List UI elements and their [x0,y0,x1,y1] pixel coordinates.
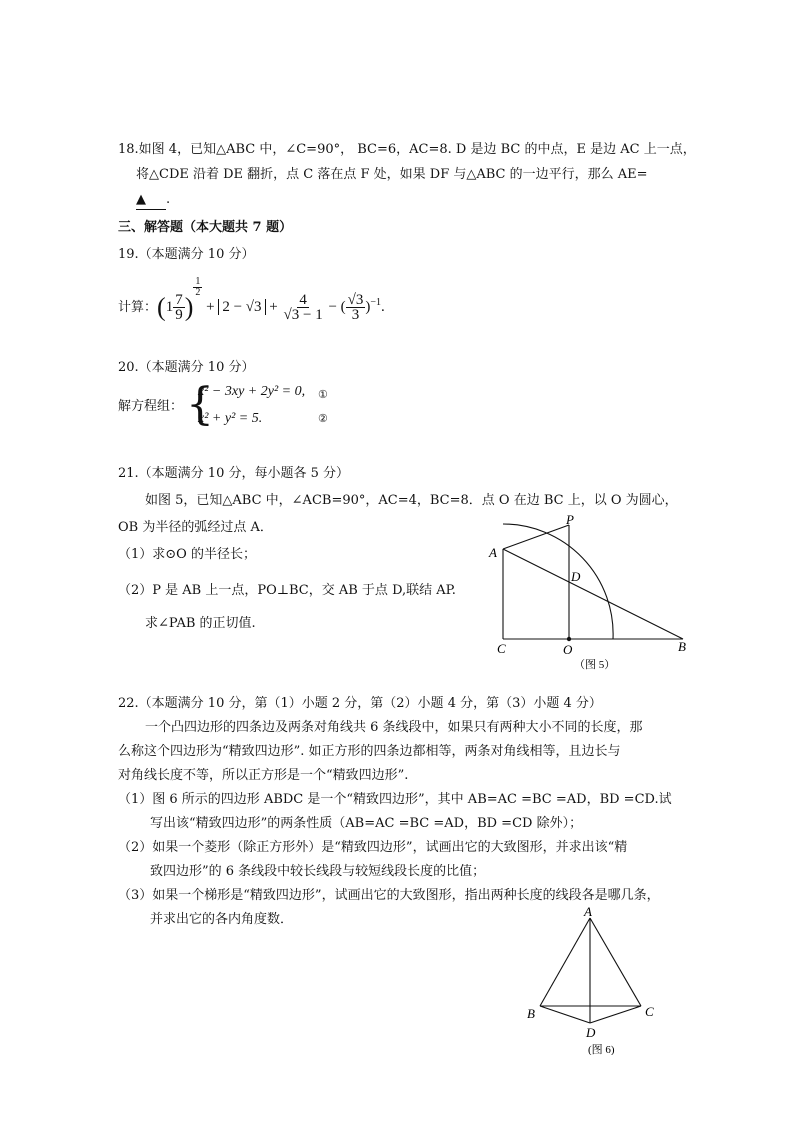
q19-mixed-num: 7 [175,292,183,309]
q22-p2a: （2）如果一个菱形（除正方形外）是“精致四边形”，试画出它的大致图形，并求出该“精 [118,840,628,855]
q20-eq1: x² − 3xy + 2y² = 0, [198,384,306,399]
q22-p3a: （3）如果一个梯形是“精致四边形”，试画出它的大致图形，指出两种长度的线段各是哪几条， [118,888,660,903]
section-3-heading: 三、解答题（本大题共 7 题） [118,220,293,235]
q22-p2b: 致四边形”的 6 条线段中较长线段与较短线段长度的比值； [150,864,486,879]
q22-intro3: 对角线长度不等，所以正方形是一个“精致四边形”. [118,768,409,783]
q18-blank-marker: ▲ [136,191,166,210]
q21-part2: （2）P 是 AB 上一点，PO⊥BC，交 AB 于点 D,联结 AP. [118,583,456,598]
q22-header: 22.（本题满分 10 分，第（1）小题 2 分，第（2）小题 4 分，第（3）小题 4 分） [118,696,602,711]
q21-header: 21.（本题满分 10 分，每小题各 5 分） [118,466,350,481]
q19-exp-den: 2 [195,287,201,298]
q21-label-B: B [678,639,686,654]
q19-mixed-den: 9 [175,307,183,324]
q22-label-D: D [586,1025,596,1040]
q19-last-num: √3 [347,292,364,309]
q18-period: . [166,192,171,207]
q19-frac [282,293,325,322]
q22-p1b: 写出该“精致四边形”的两条性质（AB=AC =BC =AD，BD =CD 除外）； [150,816,583,831]
q21-caption: （图 5） [574,659,616,671]
q21-arc [503,524,613,639]
q18-answer-blank [136,191,170,210]
q22-side-BD [540,1006,590,1023]
q21-label-O: O [563,642,573,657]
q21-label-D: D [571,569,581,584]
q22-figure-6 [524,905,674,1055]
q19-lead: 计算： [118,300,158,315]
q22-intro2: 么称这个四边形为“精致四边形”. 如正方形的四条边都相等，两条对角线相等，且边长与 [118,744,621,759]
q21-point-O [567,637,571,641]
q19-mixed-whole: 1 [165,299,174,315]
q22-intro1: 一个凸四边形的四条边及两条对角线共 6 条线段中，如果只有两种大小不同的长度，那 [145,720,643,735]
q22-side-AB [540,918,590,1006]
q20-system-brace: { [186,379,214,430]
q20-header: 20.（本题满分 10 分） [118,360,255,375]
q22-p3b: 并求出它的各内角度数． [150,912,294,927]
q21-line1: 如图 5，已知△ABC 中，∠ACB=90°，AC=4，BC=8．点 O 在边 BC 上，以 O 为圆心， [145,493,678,508]
q22-p1a: （1）图 6 所示的四边形 ABDC 是一个“精致四边形”，其中 AB=AC =BC =AD，BD =CD.试 [118,792,672,807]
q20-eq1-mark: ① [318,388,328,401]
q20-lead: 解方程组： [118,399,184,414]
q19-frac-den: √3 − 1 [283,307,323,324]
q22-side-AC [590,918,641,1006]
q19-last-den: 3 [351,307,360,324]
q22-label-C: C [645,1004,654,1019]
q21-part2b: 求∠PAB 的正切值. [145,616,256,631]
q21-part1: （1）求⊙O 的半径长； [118,547,256,562]
q19-abs-text: 2 − √3 [222,299,262,315]
q22-caption: (图 6) [588,1044,615,1055]
q19-exponent [193,277,202,298]
q20-eq2: x² + y² = 5. [198,411,263,426]
q22-side-DC [590,1006,641,1023]
q20-eq2-mark: ② [318,412,328,425]
q21-label-P: P [566,512,574,527]
q18-line2: 将△CDE 沿着 DE 翻折，点 C 落在点 F 处，如果 DF 与△ABC 的一边平行，那么 AE= [136,167,648,182]
q21-label-C: C [497,641,506,656]
q21-side-AB [503,549,683,639]
q19-end: . [381,299,385,315]
q22-label-B: B [527,1006,535,1021]
q19-mixed-frac [173,293,185,322]
q19-last-frac [346,293,366,322]
q19-header: 19.（本题满分 10 分） [118,247,255,262]
q21-label-A: A [489,545,497,560]
q19-abs [218,299,265,315]
q18-line1: 18.如图 4，已知△ABC 中，∠C=90°， BC=6，AC=8. D 是边 BC 的中点，E 是边 AC 上一点， [118,142,696,157]
q19-expression: 计算：(1 $\frac{7}{9}$ ) $\frac{1}{2}$ + 2 − √3 + $\frac{4}{√3 - 1}$ − ( $\frac{√3}{3}$ )$^{-1}$. [118,276,385,324]
q19-last-exp: −1 [370,297,382,308]
q22-label-A: A [584,905,592,919]
q19-exp-num: 1 [195,276,201,287]
q21-line2: OB 为半径的弧经过点 A． [118,520,273,535]
q21-figure-5 [486,508,706,678]
q19-frac-num: 4 [299,292,307,309]
